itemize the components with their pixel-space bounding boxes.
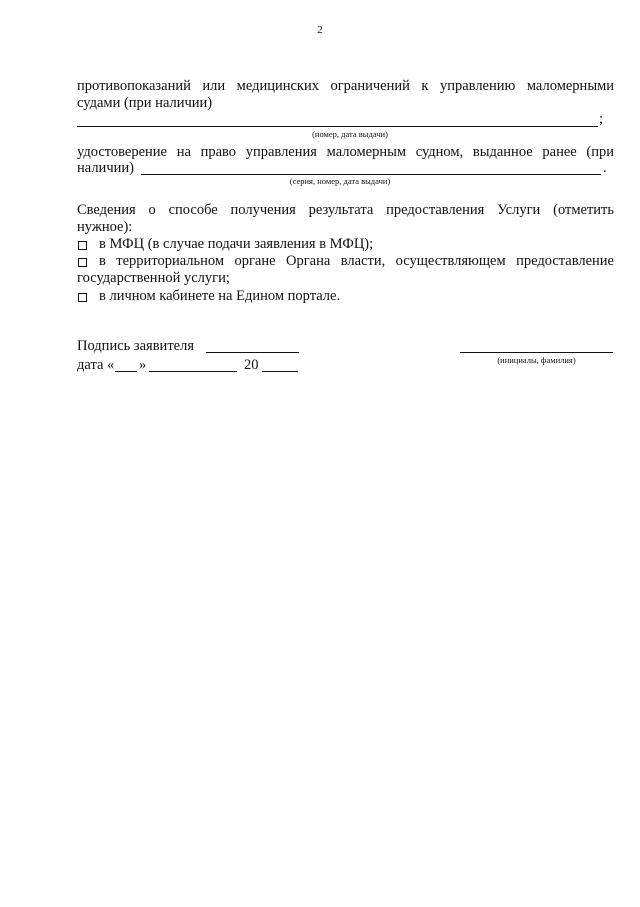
contraindications-line-2: судами (при наличии) (77, 95, 213, 111)
contraindications-caption: (номер, дата выдачи) (312, 129, 388, 139)
contraindications-line-1: противопоказаний или медицинских ограничений к управлению маломерными (77, 78, 614, 94)
mfc-checkbox[interactable] (78, 241, 87, 250)
date-year-line[interactable] (262, 371, 298, 372)
option-territorial-label-2: государственной услуги; (77, 270, 230, 286)
contraindications-semicolon: ; (599, 111, 604, 127)
license-caption: (серия, номер, дата выдачи) (289, 176, 391, 186)
page-number: 2 (317, 24, 323, 36)
option-territorial-label-1: в территориальном органе Органа власти, осуществляющем предоставление (99, 253, 614, 269)
portal-checkbox[interactable] (78, 293, 87, 302)
date-close-quote: » (139, 357, 147, 373)
option-mfc-label: в МФЦ (в случае подачи заявления в МФЦ); (99, 236, 374, 252)
initials-fill-line[interactable] (460, 352, 613, 353)
signature-label: Подпись заявителя (77, 338, 194, 354)
result-method-heading-2: нужное): (77, 219, 133, 235)
signature-fill-line[interactable] (206, 352, 299, 353)
date-prefix: дата « (77, 357, 115, 373)
result-method-heading-1: Сведения о способе получения результата предоставления Услуги (отметить (77, 202, 614, 218)
option-portal-label: в личном кабинете на Едином портале. (99, 288, 341, 304)
territorial-body-checkbox[interactable] (78, 258, 87, 267)
date-month-line[interactable] (149, 371, 237, 372)
license-fill-line[interactable] (141, 174, 601, 175)
initials-caption: (инициалы, фамилия) (497, 355, 576, 365)
license-period: . (603, 160, 607, 176)
date-day-line[interactable] (115, 371, 137, 372)
contraindications-fill-line[interactable] (77, 126, 598, 127)
license-line-2: наличии) (77, 160, 134, 176)
date-year-prefix: 20 (244, 357, 259, 373)
license-line-1: удостоверение на право управления маломерным судном, выданное ранее (при (77, 144, 614, 160)
